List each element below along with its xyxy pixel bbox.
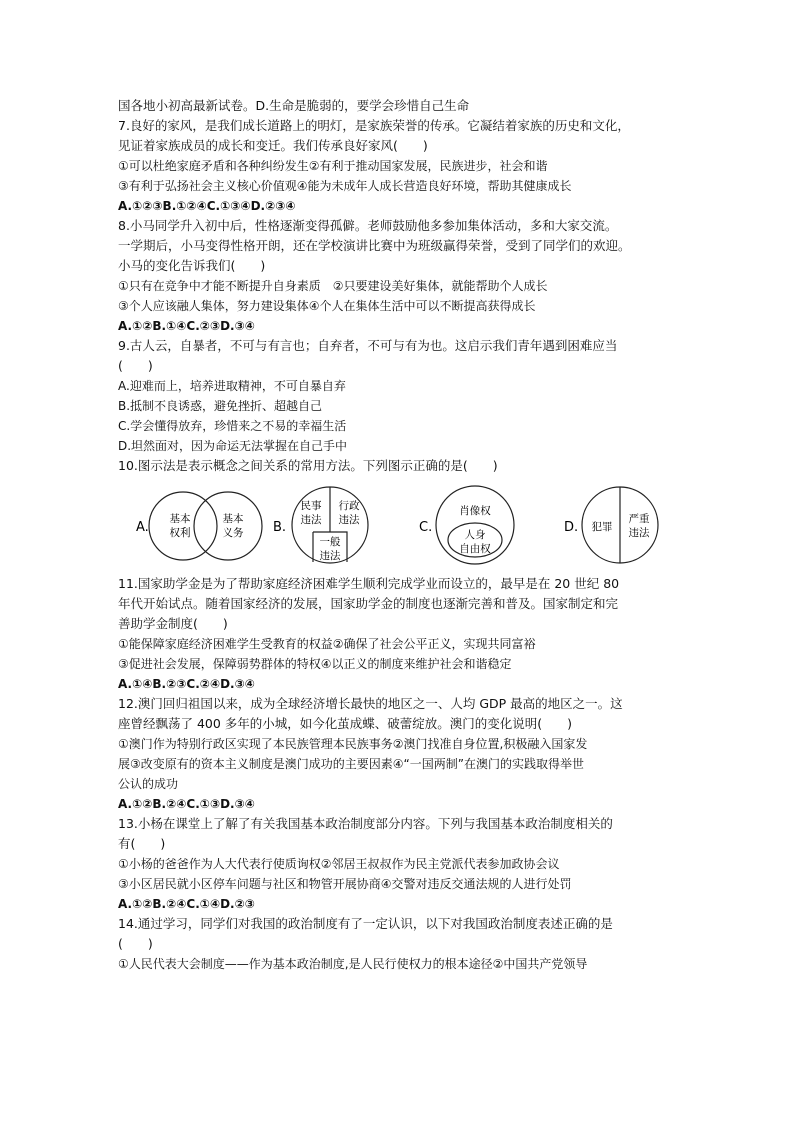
question-9-option-c: C.学会懂得放弃，珍惜来之不易的幸福生活 (118, 419, 347, 433)
question-11-choices: A.①④B.②③C.②④D.③④ (118, 677, 255, 691)
diagram-a-right-circle (194, 492, 262, 560)
diagram-b-tr-label-2: 违法 (338, 514, 360, 526)
question-8-stem-cont: 一学期后，小马变得性格开朗，还在学校演讲比赛中为班级赢得荣誉，受到了同学们的欢迎。 (118, 238, 631, 253)
diagram-d-letter: D. (564, 520, 579, 535)
diagram-c-inner-label-2: 自由权 (459, 543, 491, 555)
question-11-options-1: ①能保障家庭经济困难学生受教育的权益②确保了社会公平正义，实现共同富裕 (118, 637, 536, 651)
question-10-stem: 10.图示法是表示概念之间关系的常用方法。下列图示正确的是( ) (118, 458, 498, 473)
diagram-d-left-label: 犯罪 (591, 521, 613, 533)
question-13-choices: A.①②B.②④C.①④D.②③ (118, 897, 255, 911)
question-13-options-1: ①小杨的爸爸作为人大代表行使质询权②邻居王叔叔作为民主党派代表参加政协会议 (118, 857, 560, 871)
question-11-options-2: ③促进社会发展，保障弱势群体的特权④以正义的制度来维护社会和谐稳定 (118, 657, 512, 671)
question-14-stem-cont: ( ) (118, 936, 153, 951)
diagram-a-left-label-1: 基本 (169, 513, 191, 525)
document-page (118, 96, 680, 974)
diagram-b-tl-label-2: 违法 (300, 514, 322, 526)
venn-diagram-row (118, 482, 680, 570)
diagram-b-bottom-label-1: 一般 (319, 536, 341, 548)
question-8-stem: 8.小马同学升入初中后，性格逐渐变得孤僻。老师鼓励他多参加集体活动，多和大家交流。 (118, 218, 618, 233)
diagram-a-right-label-2: 义务 (222, 527, 244, 539)
question-14-options-1: ①人民代表大会制度——作为基本政治制度,是人民行使权力的根本途径②中国共产党领导 (118, 957, 588, 971)
question-7-stem-cont: 见证着家族成员的成长和变迁。我们传承良好家风( ) (118, 138, 428, 153)
question-12-options-3: 公认的成功 (118, 777, 179, 791)
diagram-b-tr-label-1: 行政 (338, 500, 360, 512)
question-11-stem-cont: 年代开始试点。随着国家经济的发展，国家助学金的制度也逐渐完善和普及。国家制定和完 (118, 596, 619, 611)
diagram-c-outer-label: 肖像权 (459, 505, 491, 517)
question-12-options-1: ①澳门作为特别行政区实现了本民族管理本民族事务②澳门找准自身位置,积极融入国家发 (118, 737, 588, 751)
diagram-a-right-label-1: 基本 (222, 513, 244, 525)
diagram-a-letter: A. (136, 520, 149, 535)
diagram-b-letter: B. (273, 520, 287, 535)
question-13-options-2: ③小区居民就小区停车问题与社区和物管开展协商④交警对违反交通法规的人进行处罚 (118, 877, 572, 891)
question-12-choices: A.①②B.②④C.①③D.③④ (118, 797, 255, 811)
diagram-d-right-label-2: 违法 (628, 527, 650, 539)
question-9-option-b: B.抵制不良诱惑，避免挫折、超越自己 (118, 399, 323, 413)
question-11-stem-cont2: 善助学金制度( ) (118, 616, 228, 631)
diagram-c-inner-label-1: 人身 (464, 529, 486, 541)
diagram-b-bottom-label-2: 违法 (319, 550, 341, 562)
question-9-stem-cont: ( ) (118, 358, 153, 373)
question-8-choices: A.①②B.①④C.②③D.③④ (118, 319, 255, 333)
question-12-stem: 12.澳门回归祖国以来，成为全球经济增长最快的地区之一、人均 GDP 最高的地区之一。这 (118, 696, 623, 711)
question-8-options-2: ③个人应该融人集体，努力建设集体④个人在集体生活中可以不断提高获得成长 (118, 299, 536, 313)
diagram-b-tl-label-1: 民事 (300, 500, 322, 512)
question-13-stem-cont: 有( ) (118, 836, 166, 851)
diagram-a-left-label-2: 权利 (169, 527, 191, 539)
question-8-stem-cont2: 小马的变化告诉我们( ) (118, 258, 266, 273)
question-12-options-2: 展③改变原有的资本主义制度是澳门成功的主要因素④“一国两制”在澳门的实践取得举世 (118, 757, 584, 771)
question-9-stem: 9.古人云，自暴者，不可与有言也；自弃者，不可与有为也。这启示我们青年遇到困难应当 (118, 338, 618, 353)
diagram-d-right-label-1: 严重 (628, 513, 650, 525)
question-13-stem: 13.小杨在课堂上了解了有关我国基本政治制度部分内容。下列与我国基本政治制度相关的 (118, 816, 613, 831)
question-7-options-2: ③有利于弘扬社会主义核心价值观④能为未成年人成长营造良好环境，帮助其健康成长 (118, 179, 572, 193)
question-7-choices: A.①②③B.①②④C.①③④D.②③④ (118, 199, 296, 213)
question-8-options-1: ①只有在竞争中才能不断提升自身素质 ②只要建设美好集体，就能帮助个人成长 (118, 279, 548, 293)
question-12-stem-cont: 座曾经飘荡了 400 多年的小城，如今化茧成蝶、破蕾绽放。澳门的变化说明( ) (118, 716, 573, 731)
diagram-a-left-circle (149, 492, 217, 560)
question-9-option-a: A.迎难而上，培养进取精神，不可自暴自弃 (118, 379, 346, 393)
question-7-options-1: ①可以杜绝家庭矛盾和各种纠纷发生②有利于推动国家发展，民族进步，社会和谐 (118, 159, 548, 173)
question-14-stem: 14.通过学习，同学们对我国的政治制度有了一定认识，以下对我国政治制度表述正确的是 (118, 916, 613, 931)
diagram-c-letter: C. (419, 520, 433, 535)
venn-diagrams (118, 482, 680, 570)
question-9-option-d: D.坦然面对，因为命运无法掌握在自己手中 (118, 439, 348, 453)
question-11-stem: 11.国家助学金是为了帮助家庭经济困难学生顺利完成学业而设立的，最早是在 20 世纪 80 (118, 576, 620, 591)
question-7-stem: 7.良好的家风，是我们成长道路上的明灯，是家族荣誉的传承。它凝结着家族的历史和文化， (118, 118, 630, 133)
text-line: 国各地小初高最新试卷。D.生命是脆弱的，要学会珍惜自己生命 (118, 98, 470, 113)
